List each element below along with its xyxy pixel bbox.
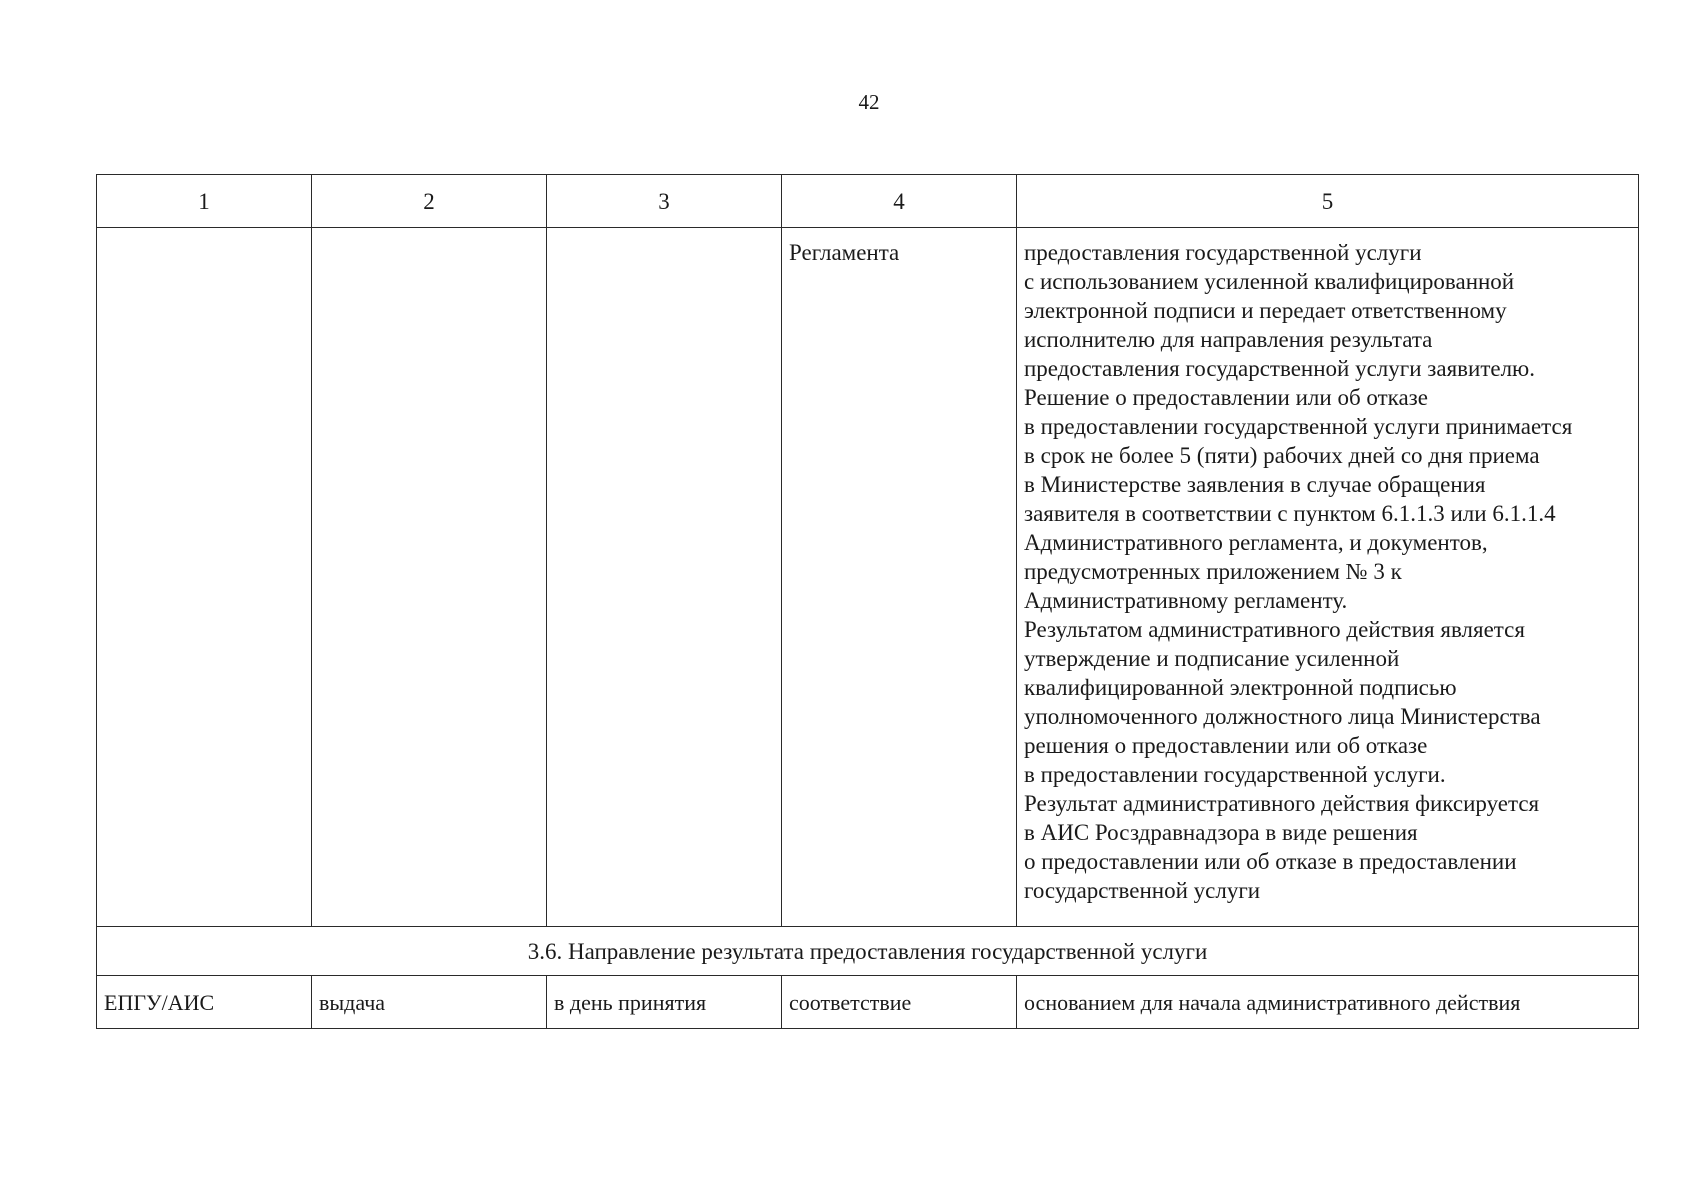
text-line: решения о предоставлении или об отказе xyxy=(1024,733,1428,758)
table-row xyxy=(97,228,1639,927)
row-cell-3 xyxy=(547,228,782,927)
text-line: электронной подписи и передает ответственному xyxy=(1024,298,1507,323)
text-line: в предоставлении государственной услуги принимается xyxy=(1024,414,1573,439)
header-cell-4: 4 xyxy=(782,175,1017,228)
text-line: о предоставлении или об отказе в предоставлении xyxy=(1024,849,1517,874)
text-line: предоставления государственной услуги заявителю. xyxy=(1024,356,1535,381)
row-cell-5 xyxy=(1017,228,1639,927)
header-cell-5: 5 xyxy=(1017,175,1639,228)
row-cell-4: Регламента xyxy=(782,228,1017,927)
text-line: Административного регламента, и документов, xyxy=(1024,530,1488,555)
row-cell-1: ЕПГУ/АИС xyxy=(97,976,312,1029)
row-cell-3: в день принятия xyxy=(547,976,782,1029)
header-cell-2: 2 xyxy=(312,175,547,228)
row-cell-1 xyxy=(97,228,312,927)
text-line: предусмотренных приложением № 3 к xyxy=(1024,559,1402,584)
row-cell-5: основанием для начала административного действия xyxy=(1017,976,1639,1029)
text-line: государственной услуги xyxy=(1024,878,1261,903)
section-heading: 3.6. Направление результата предоставления государственной услуги xyxy=(97,927,1639,976)
row-cell-2: выдача xyxy=(312,976,547,1029)
text-line: исполнителю для направления результата xyxy=(1024,327,1433,352)
header-cell-3: 3 xyxy=(547,175,782,228)
text-line: уполномоченного должностного лица Министерства xyxy=(1024,704,1541,729)
text-line: Административному регламенту. xyxy=(1024,588,1348,613)
table-row xyxy=(97,976,1639,1029)
procedure-table xyxy=(96,174,1639,1029)
text-line: в Министерстве заявления в случае обращения xyxy=(1024,472,1486,497)
text-line: в предоставлении государственной услуги. xyxy=(1024,762,1446,787)
text-line: Решение о предоставлении или об отказе xyxy=(1024,385,1428,410)
row-cell-4: соответствие xyxy=(782,976,1017,1029)
text-line: с использованием усиленной квалифицированной xyxy=(1024,269,1515,294)
text-line: Результатом административного действия является xyxy=(1024,617,1525,642)
text-line: в АИС Росздравнадзора в виде решения xyxy=(1024,820,1418,845)
text-line: в срок не более 5 (пяти) рабочих дней со дня приема xyxy=(1024,443,1540,468)
text-line: заявителя в соответствии с пунктом 6.1.1.3 или 6.1.1.4 xyxy=(1024,501,1556,526)
text-line: предоставления государственной услуги xyxy=(1024,240,1422,265)
page-number: 42 xyxy=(858,90,880,114)
text-line: Результат административного действия фиксируется xyxy=(1024,791,1540,816)
text-line: квалифицированной электронной подписью xyxy=(1024,675,1457,700)
row-cell-2 xyxy=(312,228,547,927)
header-cell-1: 1 xyxy=(97,175,312,228)
text-line: утверждение и подписание усиленной xyxy=(1024,646,1400,671)
table-header-row xyxy=(97,175,1639,228)
section-heading-row xyxy=(97,927,1639,976)
